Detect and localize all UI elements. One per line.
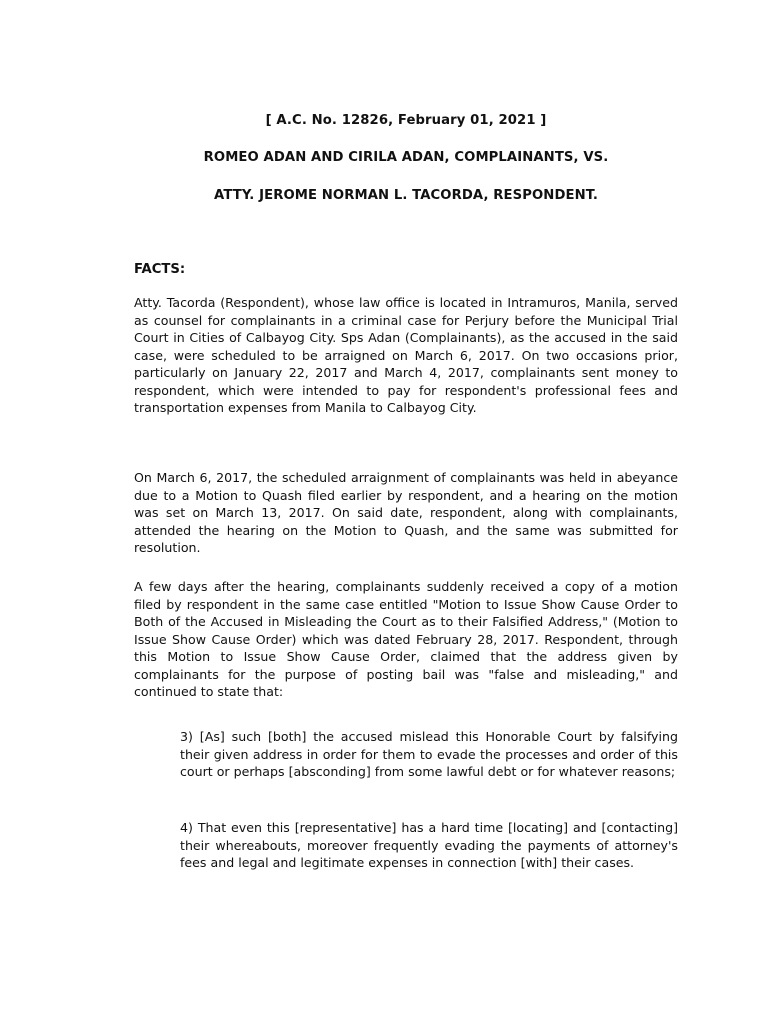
quote-item-4: 4) That even this [representative] has a hard time [locating] and [contacting] their whereabouts, moreover frequently evading the payments of attorney's fees and legal and legitimate expenses in connection [with] their cases. <box>180 820 678 870</box>
parties-respondent: ATTY. JEROME NORMAN L. TACORDA, RESPONDENT. <box>214 188 598 203</box>
case-number: [ A.C. No. 12826, February 01, 2021 ] <box>265 113 547 128</box>
quote-item-3: 3) [As] such [both] the accused mislead this Honorable Court by falsifying their given address in order for them to evade the processes and order of this court or perhaps [absconding] from some lawful debt or for whatever reasons; <box>180 729 678 779</box>
paragraph-1: Atty. Tacorda (Respondent), whose law office is located in Intramuros, Manila, served as counsel for complainants in a criminal case for Perjury before the Municipal Trial Court in Cities of Calbayog City. Sps Adan (Complainants), as the accused in the said case, were scheduled to be arraigned on March 6, 2017. On two occasions prior, particularly on January 22, 2017 and March 4, 2017, complainants sent money to respondent, which were intended to pay for respondent's professional fees and transportation expenses from Manila to Calbayog City. <box>134 295 678 415</box>
parties-complainants: ROMEO ADAN AND CIRILA ADAN, COMPLAINANTS, VS. <box>203 150 609 165</box>
section-title-facts: FACTS: <box>134 262 186 277</box>
document-page <box>134 0 678 1024</box>
paragraph-2: On March 6, 2017, the scheduled arraignment of complainants was held in abeyance due to a Motion to Quash filed earlier by respondent, and a hearing on the motion was set on March 13, 2017. On said date, respondent, along with complainants, attended the hearing on the Motion to Quash, and the same was submitted for resolution. <box>134 470 678 555</box>
paragraph-3: A few days after the hearing, complainants suddenly received a copy of a motion filed by respondent in the same case entitled "Motion to Issue Show Cause Order to Both of the Accused in Misleading the Court as to their Falsified Address," (Motion to Issue Show Cause Order) which was dated February 28, 2017. Respondent, through this Motion to Issue Show Cause Order, claimed that the address given by complainants for the purpose of posting bail was "false and misleading," and continued to state that: <box>134 579 678 699</box>
